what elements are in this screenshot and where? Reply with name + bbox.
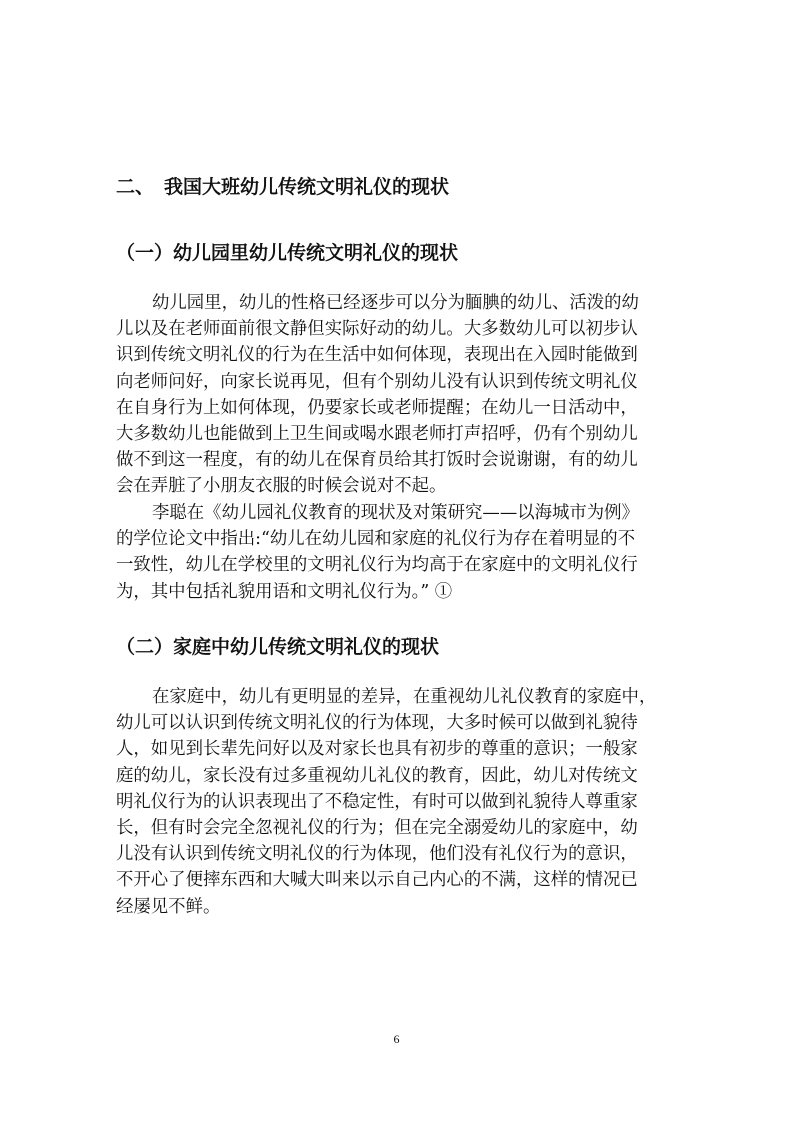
chapter-number: 二、 (116, 176, 155, 198)
text-line: 庭的幼儿，家长没有过多重视幼儿礼仪的教育，因此，幼儿对传统文 (116, 765, 638, 786)
text-line: 一致性，幼儿在学校里的文明礼仪行为均高于在家庭中的文明礼仪行 (116, 555, 638, 576)
text-line: 不开心了便摔东西和大喊大叫来以示自己内心的不满，这样的情况已 (116, 870, 638, 891)
text-line: 儿没有认识到传统文明礼仪的行为体现，他们没有礼仪行为的意识， (116, 844, 638, 865)
text-line: 会在弄脏了小朋友衣服的时候会说对不起。 (116, 476, 447, 497)
paragraph-kindergarten-status (116, 290, 676, 500)
text-line: 在家庭中，幼儿有更明显的差异，在重视幼儿礼仪教育的家庭中， (152, 687, 657, 707)
text-line: 在自身行为上如何体现，仍要家长或老师提醒；在幼儿一日活动中， (116, 397, 638, 418)
paragraph-li-cong-quote (116, 500, 676, 605)
chapter-title: 我国大班幼儿传统文明礼仪的现状 (164, 176, 450, 198)
paragraph-family-status (116, 684, 676, 920)
text-line: 经屡见不鲜。 (116, 896, 221, 917)
text-line: 长，但有时会完全忽视礼仪的行为；但在完全溺爱幼儿的家庭中，幼 (116, 818, 638, 839)
text-line: 幼儿园里，幼儿的性格已经逐步可以分为腼腆的幼儿、活泼的幼 (152, 293, 639, 313)
text-line: 李聪在《幼儿园礼仪教育的现状及对策研究——以海城市为例》 (152, 503, 639, 523)
chapter-heading (116, 174, 449, 200)
text-line: 识到传统文明礼仪的行为在生活中如何体现，表现出在入园时能做到 (116, 345, 638, 366)
section-heading-1: （一）幼儿园里幼儿传统文明礼仪的现状 (116, 242, 459, 264)
text-line: 的学位论文中指出:“幼儿在幼儿园和家庭的礼仪行为存在着明显的不 (116, 529, 636, 550)
text-line: 人，如见到长辈先问好以及对家长也具有初步的尊重的意识；一般家 (116, 739, 638, 760)
text-line: 幼儿可以认识到传统文明礼仪的行为体现，大多时候可以做到礼貌待 (116, 713, 638, 734)
page-number: 6 (393, 1032, 400, 1046)
text-line: 儿以及在老师面前很文静但实际好动的幼儿。大多数幼儿可以初步认 (116, 319, 638, 340)
text-line: 为，其中包括礼貌用语和文明礼仪行为。” ① (116, 581, 453, 602)
text-line: 向老师问好，向家长说再见，但有个别幼儿没有认识到传统文明礼仪 (116, 371, 638, 392)
text-line: 明礼仪行为的认识表现出了不稳定性，有时可以做到礼貌待人尊重家 (116, 791, 638, 812)
section-heading-2: （二）家庭中幼儿传统文明礼仪的现状 (116, 636, 440, 658)
text-line: 做不到这一程度，有的幼儿在保育员给其打饭时会说谢谢，有的幼儿 (116, 450, 638, 471)
text-line: 大多数幼儿也能做到上卫生间或喝水跟老师打声招呼，仍有个别幼儿 (116, 424, 638, 445)
